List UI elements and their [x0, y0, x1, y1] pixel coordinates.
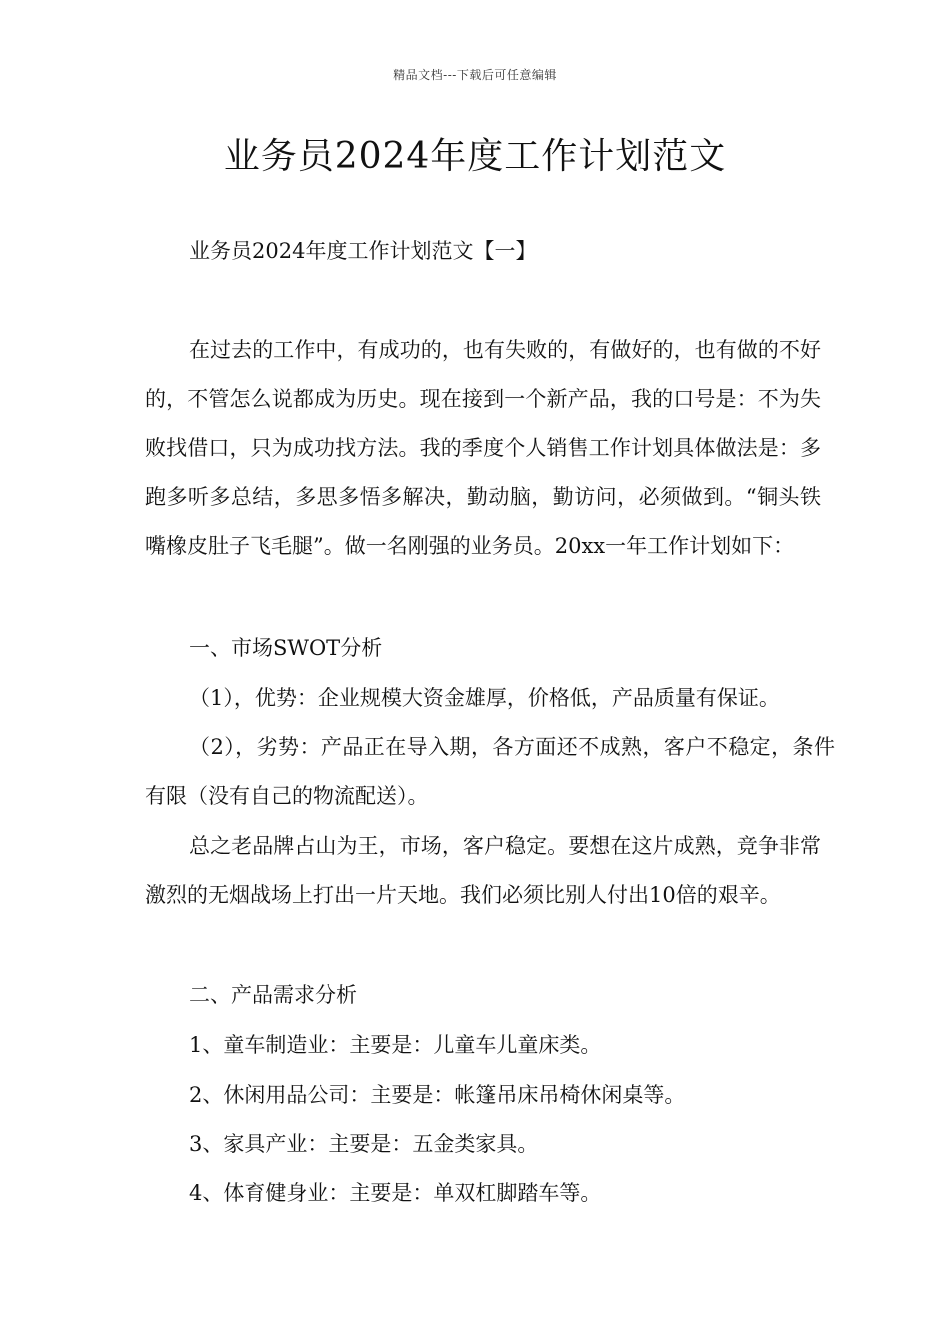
document-title: 业务员2024年度工作计划范文 — [223, 136, 727, 177]
list-item: 4、体育健身业：主要是：单双杠脚踏车等。 — [189, 1181, 602, 1205]
heading-demand: 二、产品需求分析 — [189, 983, 357, 1007]
heading-swot: 一、市场SWOT分析 — [189, 636, 383, 660]
section-heading: 业务员2024年度工作计划范文【一】 — [189, 239, 537, 263]
list-item: 3、家具产业：主要是：五金类家具。 — [189, 1132, 539, 1156]
paragraph-summary: 总之老品牌占山为王，市场，客户稳定。要想在这片成熟，竞争非常激烈的无烟战场上打出一片天地。我们必须比别人付出10倍的艰辛。 — [145, 834, 821, 907]
list-item: 2、休闲用品公司：主要是：帐篷吊床吊椅休闲桌等。 — [189, 1083, 686, 1107]
paragraph-strength: （1），优势：企业规模大资金雄厚，价格低，产品质量有保证。 — [189, 686, 780, 710]
header-note: 精品文档---下载后可任意编辑 — [393, 68, 557, 82]
paragraph-intro: 在过去的工作中，有成功的，也有失败的，有做好的，也有做的不好的，不管怎么说都成为历史。现在接到一个新产品，我的口号是：不为失败找借口，只为成功找方法。我的季度个人销售工作计划具体做法是：多跑多听多总结，多思多悟多解决，勤动脑，勤访问，必须做到。“铜头铁嘴橡皮肚子飞毛腿”。做一名刚强的业务员。20xx一年工作计划如下： — [145, 338, 821, 558]
paragraph-weakness: （2），劣势：产品正在导入期，各方面还不成熟，客户不稳定，条件有限（没有自己的物流配送）。 — [145, 735, 835, 808]
list-item: 1、童车制造业：主要是：儿童车儿童床类。 — [189, 1033, 602, 1057]
